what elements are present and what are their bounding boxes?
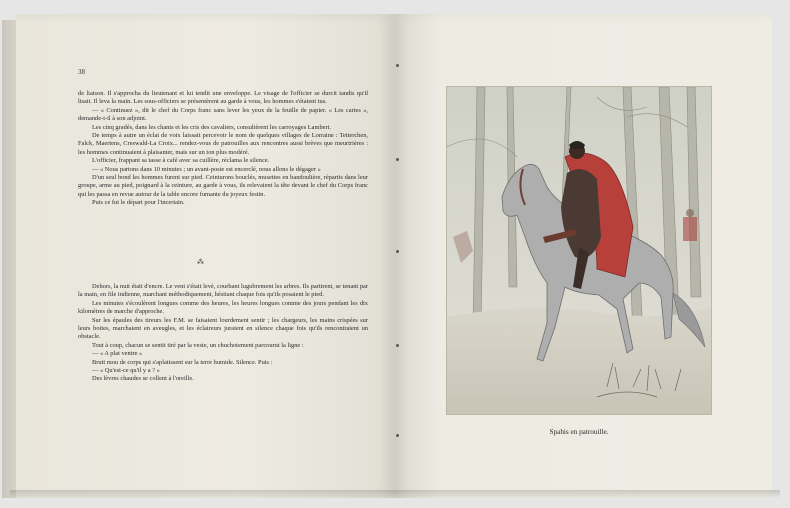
page-shadow [10,490,780,498]
binding-stitch-hole [396,344,399,347]
paragraph: — « Nous partons dans 10 minutes ; un avant-poste est encerclé, nous allons le dégager » [92,165,321,173]
paragraph: — « A plat ventre » [92,350,143,358]
binding-stitch-hole [396,64,399,67]
paragraph: De temps à autre un éclat de voix laissait percevoir le nom de quelques villages de Lorraine : Tetterchen, Falck, Maertens, Creswald-La Croix... rendez-vous de patrouilles aux rencontres aussi brèves que meurtrières : les hommes continuaient à plaisanter, mais sur un ton plus modéré. [78,132,368,156]
illustration-svg [447,87,711,414]
text-block-top [78,90,368,208]
binding-stitch-hole [396,434,399,437]
paragraph: Les minutes s'écoulèrent longues comme des heures, les heures longues comme des jours pendant les dix kilomètres de marche d'approche. [78,299,368,316]
paragraph: Sur les épaules des tireurs les F.M. se faisaient lourdement sentir ; les chargeurs, les mains crispées sur leurs boites, marchaient en aveugles, et les éclaireurs juraient en silence chaque fois qu'ils rencontraient un obstacle. [78,316,368,341]
plate-caption: Spahis en patrouille. [549,428,609,436]
paragraph: L'officier, frappant sa tasse à café avec sa cuillère, réclama le silence. [92,157,270,165]
paragraph: Puis ce fut le départ pour l'incertain. [92,199,185,207]
text-block-bottom [78,283,368,384]
paragraph: D'un seul bond les hommes furent sur pied. Ceinturons bouclés, musettes en bandoulière, répartis dans leur groupe, arme au pied, poignard à la ceinture, au garde à vous, ils relevaient la tête devant le chef du Corps franc qui les passa en revue autour de la table encore fumante du joyeux festin. [78,174,368,198]
paragraph: — « Qu'est-ce qu'il y a ? » [92,367,160,375]
binding-stitch-hole [396,250,399,253]
paragraph: Dehors, la nuit était d'encre. Le vent s'était levé, courbant lugubrement les arbres. Ils partirent, se tenant par la main, en file indienne, marchant méthodiquement, hésitant chaque fois qu'ils posaient le pied. [78,283,368,299]
paragraph: de liaison. Il s'approcha du lieutenant et lui tendit une enveloppe. Le visage de l'officier se durcit tandis qu'il lisait. Il leva la main. Les sous-officiers se présentèrent au garde à vous, les hommes s'étaient tus. [78,90,368,106]
paragraph: — « Continuez », dit le chef du Corps franc sans lever les yeux de la feuille de papier. « Les cartes », demande-t-il à son adjoint. [78,106,368,123]
section-break-asterism: ⁂ [197,258,205,266]
paragraph: Les cinq gradés, dans les chants et les cris des cavaliers, consultèrent les carroyages Lambert. [92,123,332,131]
binding-stitch-hole [396,158,399,161]
paragraph: Bruit mou de corps qui s'aplatissent sur la terre humide. Silence. Puis : [92,358,273,366]
page-number: 38 [78,68,85,76]
left-page [16,14,394,498]
paragraph: Tout à coup, chacun se sentit tiré par la veste, un chuchotement parcourut la ligne : [92,341,304,349]
paragraph: Des lèvres chaudes se collent à l'oreille. [92,375,194,383]
spahi-on-horseback-illustration [447,87,711,414]
